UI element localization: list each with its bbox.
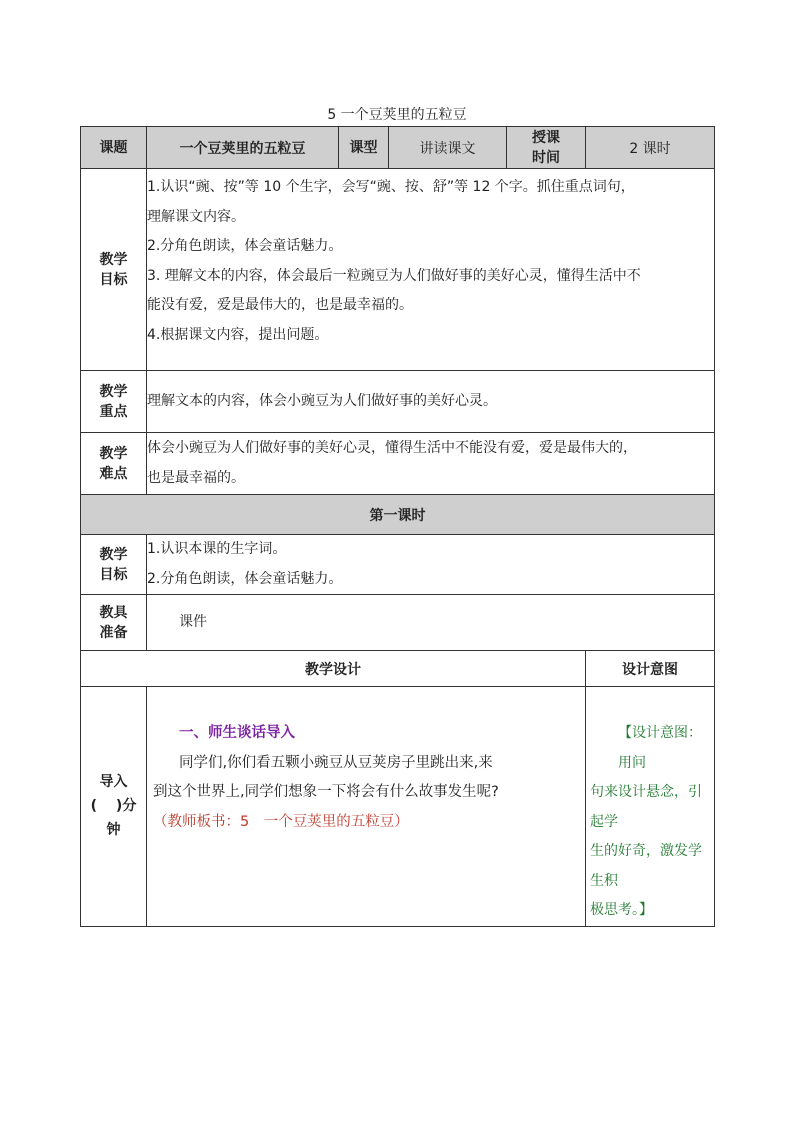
tools-row xyxy=(81,595,715,651)
key-points-label xyxy=(81,371,147,433)
lesson-goal-line: 1.认识本课的生字词。 xyxy=(147,541,287,557)
goal-line: 能没有爱，爱是最伟大的，也是最幸福的。 xyxy=(147,297,413,313)
intro-line: 同学们,你们看五颗小豌豆从豆荚房子里跳出来,来 xyxy=(179,754,493,771)
lesson-goals-content xyxy=(147,535,715,595)
tools-value: 课件 xyxy=(179,613,207,630)
difficulties-label xyxy=(81,433,147,495)
intent-label: 设计意图 xyxy=(586,651,715,687)
lesson-goals-label-line-1: 教学 xyxy=(99,546,128,563)
intro-label-line-1: 导入 xyxy=(99,774,128,791)
first-lesson-row xyxy=(81,495,715,535)
goal-line: 2.分角色朗读，体会童话魅力。 xyxy=(147,238,343,254)
design-header-row xyxy=(81,651,715,687)
difficulties-content xyxy=(147,433,715,495)
tools-label-line-2: 准备 xyxy=(99,624,128,641)
intent-line: 极思考。】 xyxy=(590,902,653,918)
lesson-goal-line: 2.分角色朗读，体会童话魅力。 xyxy=(147,570,343,587)
lesson-plan-table xyxy=(80,126,715,927)
document-title: 5 一个豆荚里的五粒豆 xyxy=(327,107,467,123)
lesson-goals-row xyxy=(81,535,715,595)
intro-label-line-3: 钟 xyxy=(106,822,121,839)
lesson-goals-label xyxy=(81,535,147,595)
intent-line: 生的好奇，激发学生积 xyxy=(590,843,702,889)
intro-heading: 一、师生谈话导入 xyxy=(179,725,295,741)
key-points-label-line-1: 教学 xyxy=(99,383,128,400)
difficulty-line: 体会小豌豆为人们做好事的美好心灵，懂得生活中不能没有爱，爱是最伟大的， xyxy=(147,440,637,456)
goals-content xyxy=(147,169,715,371)
intro-row xyxy=(81,687,715,927)
difficulty-line: 也是最幸福的。 xyxy=(147,469,245,486)
intro-label xyxy=(81,687,147,927)
intro-label-line-2: ( )分 xyxy=(90,798,137,815)
tools-label xyxy=(81,595,147,651)
key-points-content xyxy=(147,371,715,433)
intro-content xyxy=(147,687,586,927)
topic-value: 一个豆荚里的五粒豆 xyxy=(147,127,339,169)
time-value: 2 课时 xyxy=(586,127,715,169)
time-label xyxy=(507,127,586,169)
time-label-line-2: 时间 xyxy=(532,149,560,166)
difficulties-label-line-2: 难点 xyxy=(99,465,128,482)
key-points-label-line-2: 重点 xyxy=(99,403,128,420)
tools-content xyxy=(147,595,715,651)
board-note: （教师板书：5 一个豆荚里的五粒豆） xyxy=(153,813,409,830)
lesson-goals-label-line-2: 目标 xyxy=(99,566,128,583)
intro-line: 到这个世界上,同学们想象一下将会有什么故事发生呢? xyxy=(153,784,499,800)
goal-line: 理解课文内容。 xyxy=(147,208,245,225)
design-label: 教学设计 xyxy=(81,651,586,687)
goal-line: 1.认识“豌、按”等 10 个生字，会写“豌、按、舒”等 12 个字。抓住重点词句， xyxy=(147,179,635,195)
time-label-line-1: 授课 xyxy=(532,129,560,146)
key-points-text: 理解文本的内容，体会小豌豆为人们做好事的美好心灵。 xyxy=(147,392,497,409)
intent-line: 【设计意图：用问 xyxy=(618,725,702,771)
goals-label-line-1: 教学 xyxy=(99,251,128,268)
type-value: 讲读课文 xyxy=(389,127,507,169)
goals-label-line-2: 目标 xyxy=(99,271,128,288)
difficulties-label-line-1: 教学 xyxy=(99,445,128,462)
difficulties-row xyxy=(81,433,715,495)
goals-label xyxy=(81,169,147,371)
type-label: 课型 xyxy=(339,127,389,169)
intent-content xyxy=(586,687,715,927)
first-lesson-title: 第一课时 xyxy=(81,495,715,535)
goals-row xyxy=(81,169,715,371)
goal-line: 3. 理解文本的内容，体会最后一粒豌豆为人们做好事的美好心灵，懂得生活中不 xyxy=(147,267,641,284)
key-points-row xyxy=(81,371,715,433)
intent-line: 句来设计悬念，引起学 xyxy=(590,784,702,830)
goal-line: 4.根据课文内容，提出问题。 xyxy=(147,326,329,343)
tools-label-line-1: 教具 xyxy=(99,604,128,621)
header-row xyxy=(81,127,715,169)
topic-label: 课题 xyxy=(81,127,147,169)
